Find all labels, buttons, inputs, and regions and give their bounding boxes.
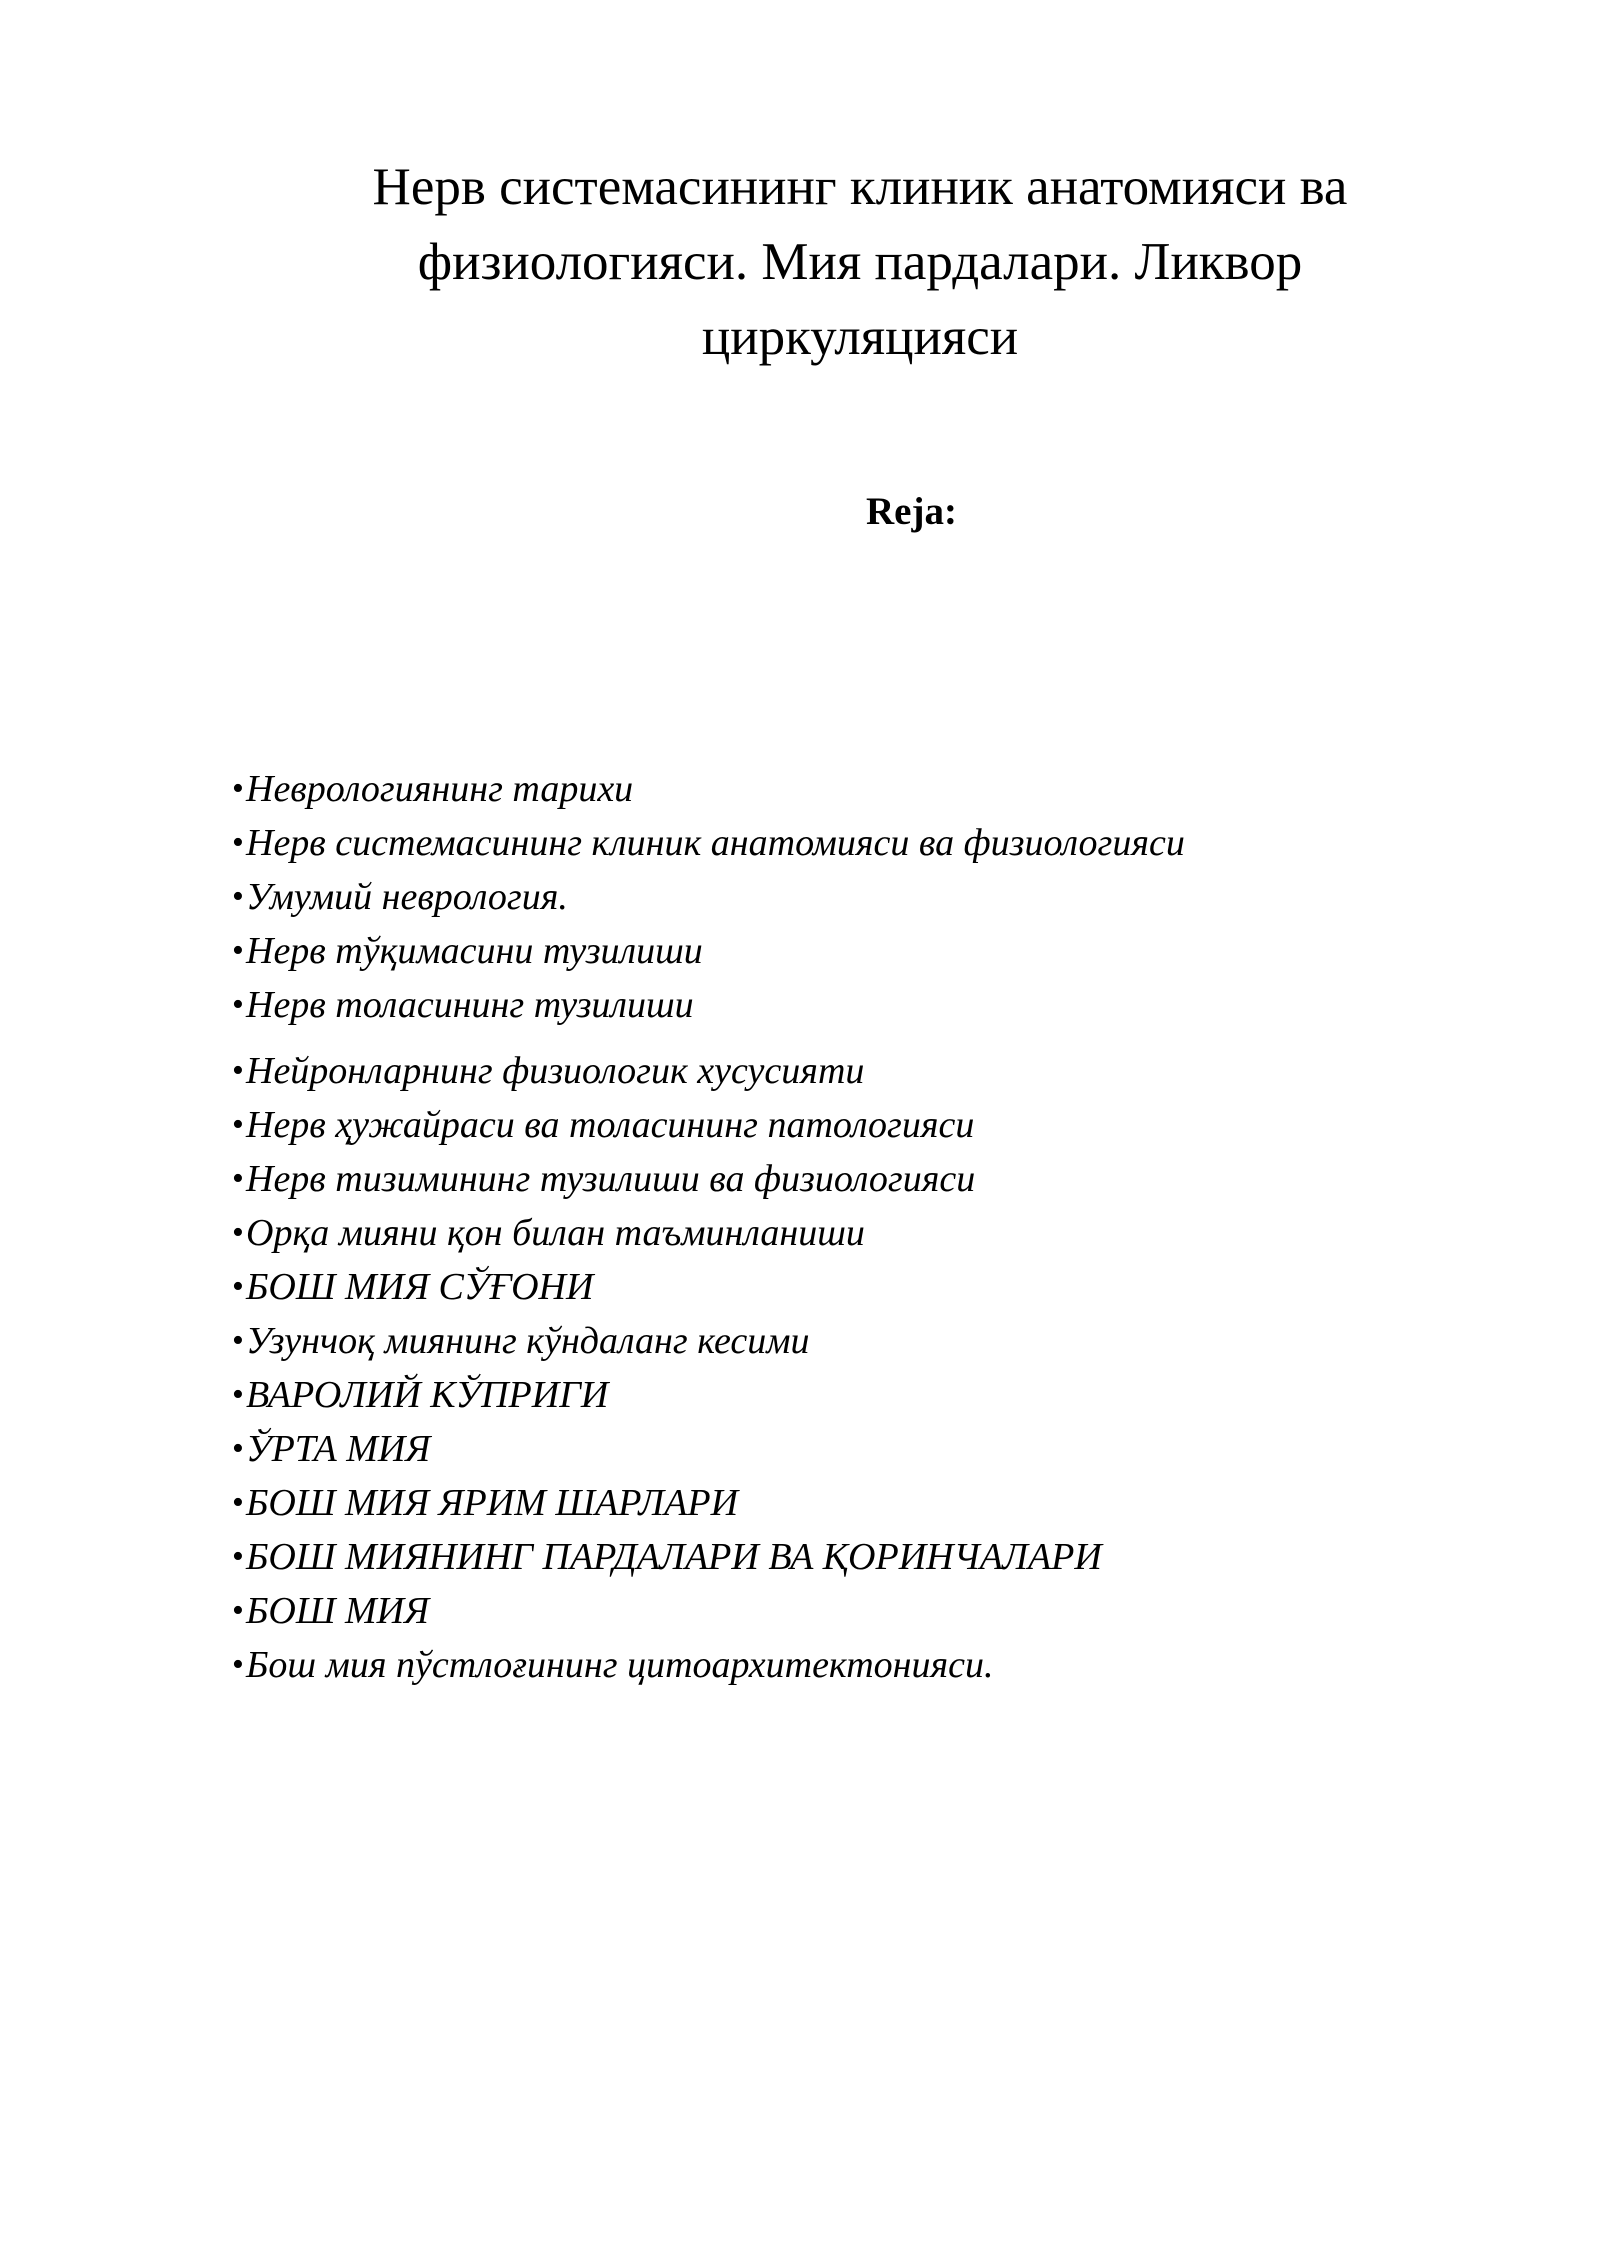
plan-item-text: Нейронларнинг физиологик хусусияти [246,1050,865,1092]
plan-item [232,1476,1185,1530]
plan-item [232,1584,1185,1638]
plan-item [232,816,1185,870]
plan-item [232,1638,1185,1692]
plan-item-text: ВАРОЛИЙ КЎПРИГИ [246,1374,609,1416]
plan-item [232,1206,1185,1260]
bullet-icon: • [232,1160,244,1197]
document-title [270,150,1450,375]
plan-item-text: БОШ МИЯ СЎҒОНИ [246,1266,594,1308]
plan-item [232,1530,1185,1584]
plan-item-text: Неврологиянинг тарихи [246,768,634,810]
bullet-icon: • [232,932,244,969]
plan-item [232,870,1185,924]
plan-item-text: Узунчоқ миянинг кўндаланг кесими [246,1320,810,1362]
plan-heading: Reja: [866,490,957,533]
bullet-icon: • [232,1484,244,1521]
bullet-icon: • [232,1646,244,1683]
plan-item [232,1044,1185,1098]
title-line: Нерв системасининг клиник анатомияси ва [372,158,1348,216]
bullet-icon: • [232,1592,244,1629]
title-line: циркуляцияси [701,308,1019,366]
bullet-icon: • [232,1052,244,1089]
plan-item-text: Нерв ҳужайраси ва толасининг патологияси [246,1104,975,1146]
plan-item-text: Нерв тизимининг тузилиши ва физиологияси [246,1158,976,1200]
plan-item-text: ЎРТА МИЯ [246,1428,431,1470]
plan-item-text: Орқа мияни қон билан таъминланиши [246,1212,865,1254]
plan-item-text: Нерв тўқимасини тузилиши [246,930,703,972]
plan-item [232,924,1185,978]
title-line: физиологияси. Мия пардалари. Ликвор [417,233,1303,291]
bullet-icon: • [232,1268,244,1305]
bullet-icon: • [232,770,244,807]
plan-item-text: Умумий неврология. [246,876,568,918]
plan-item [232,1368,1185,1422]
plan-item-text: БОШ МИЯ ЯРИМ ШАРЛАРИ [246,1482,739,1524]
plan-item [232,1314,1185,1368]
bullet-icon: • [232,1430,244,1467]
plan-item [232,762,1185,816]
plan-item-text: Нерв толасининг тузилиши [246,984,694,1026]
plan-item [232,978,1185,1032]
plan-item [232,1422,1185,1476]
plan-item-text: Бош мия пўстлоғининг цитоархитектонияси. [246,1644,994,1686]
bullet-icon: • [232,1322,244,1359]
bullet-icon: • [232,1214,244,1251]
bullet-icon: • [232,1538,244,1575]
bullet-icon: • [232,878,244,915]
bullet-icon: • [232,1376,244,1413]
plan-item-text: Нерв системасининг клиник анатомияси ва физиологияси [246,822,1185,864]
plan-item [232,1098,1185,1152]
bullet-icon: • [232,1106,244,1143]
plan-item [232,1152,1185,1206]
bullet-icon: • [232,986,244,1023]
plan-list [232,762,1185,1692]
plan-item-text: БОШ МИЯ [246,1590,430,1632]
plan-item-text: БОШ МИЯНИНГ ПАРДАЛАРИ ВА ҚОРИНЧАЛАРИ [246,1536,1102,1578]
plan-item [232,1260,1185,1314]
bullet-icon: • [232,824,244,861]
